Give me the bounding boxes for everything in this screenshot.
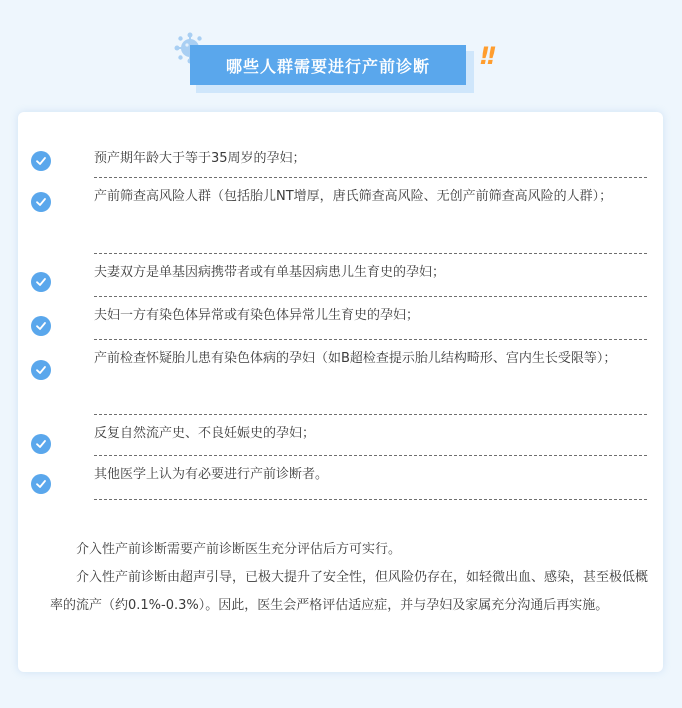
list-item-text: 夫妇一方有染色体异常或有染色体异常儿生育史的孕妇； — [94, 308, 420, 323]
list-item-text: 夫妻双方是单基因病携带者或有单基因病患儿生育史的孕妇； — [94, 265, 446, 280]
exclamation-icon: !! — [479, 42, 493, 70]
check-circle-icon — [31, 192, 51, 212]
list-item-text: 产前筛查高风险人群（包括胎儿NT增厚，唐氏筛查高风险、无创产前筛查高风险的人群）； — [94, 189, 613, 204]
check-circle-icon — [31, 360, 51, 380]
list-item — [94, 254, 647, 297]
check-circle-icon — [31, 434, 51, 454]
list-item-text: 反复自然流产史、不良妊娠史的孕妇； — [94, 426, 316, 441]
check-circle-icon — [31, 151, 51, 171]
list-item — [94, 140, 647, 178]
section-title: 哪些人群需要进行产前诊断 — [190, 45, 466, 85]
list-item — [94, 297, 647, 340]
criteria-list — [18, 140, 663, 500]
notes-block — [50, 536, 650, 620]
list-item — [94, 456, 647, 500]
note-paragraph: 介入性产前诊断由超声引导，已极大提升了安全性，但风险仍存在，如轻微出血、感染，甚至极低概率的流产（约0.1%-0.3%）。因此，医生会严格评估适应症，并与孕妇及家属充分沟通后再实施。 — [50, 570, 649, 613]
list-item-text: 产前检查怀疑胎儿患有染色体病的孕妇（如B超检查提示胎儿结构畸形、宫内生长受限等）； — [94, 351, 617, 366]
check-circle-icon — [31, 316, 51, 336]
list-item-text: 其他医学上认为有必要进行产前诊断者。 — [94, 467, 329, 482]
header — [0, 0, 682, 110]
check-circle-icon — [31, 474, 51, 494]
content-card — [18, 112, 663, 672]
check-circle-icon — [31, 272, 51, 292]
list-item — [94, 340, 647, 415]
list-item-text: 预产期年龄大于等于35周岁的孕妇； — [94, 151, 306, 166]
list-item — [94, 178, 647, 254]
note-paragraph: 介入性产前诊断需要产前诊断医生充分评估后方可实行。 — [76, 542, 402, 557]
list-item — [94, 415, 647, 456]
